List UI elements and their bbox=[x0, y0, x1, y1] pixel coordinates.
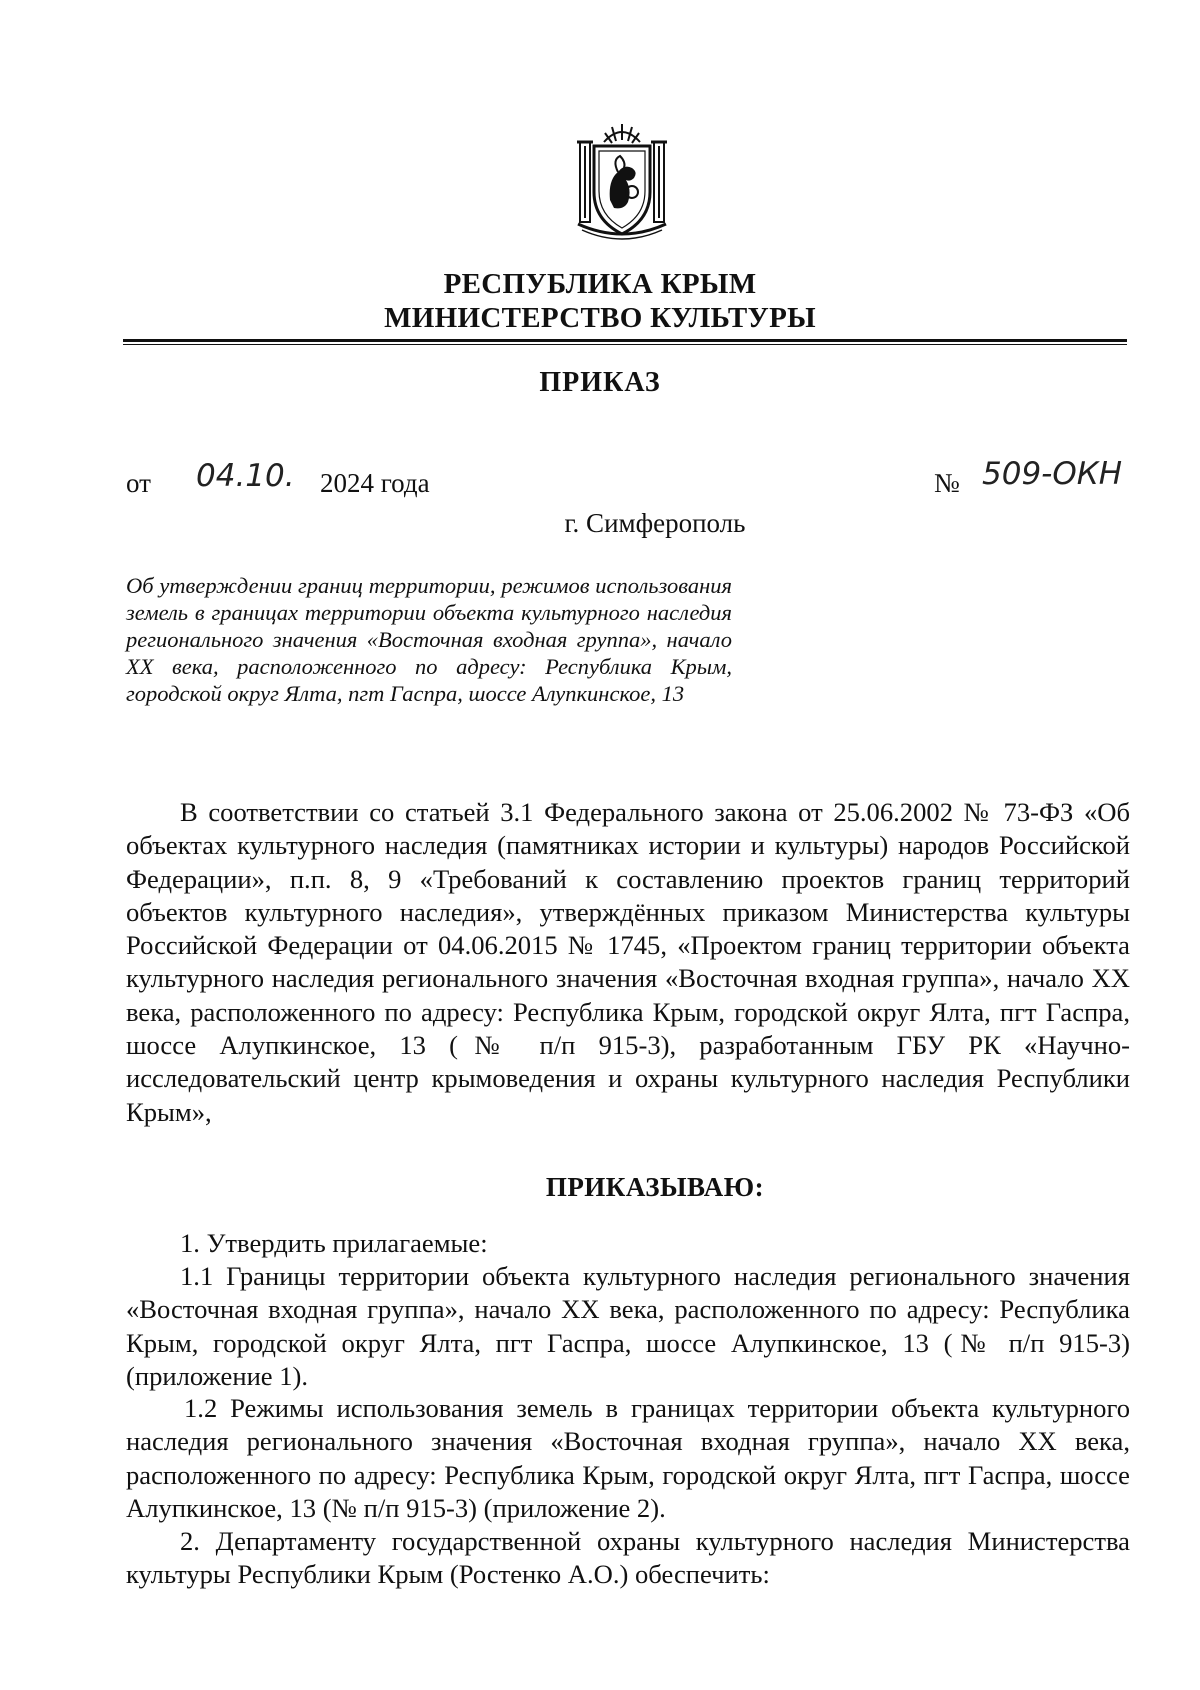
ministry-name: МИНИСТЕРСТВО КУЛЬТУРЫ bbox=[384, 302, 816, 334]
republic-name: РЕСПУБЛИКА КРЫМ bbox=[443, 268, 757, 300]
number-label: № bbox=[934, 468, 960, 498]
handwritten-date: 04.10. bbox=[196, 458, 295, 494]
document-type: ПРИКАЗ bbox=[539, 367, 661, 398]
header-rule-thin bbox=[123, 344, 1127, 345]
order-item-1-1: 1.1 Границы территории объекта культурного наследия регионального значения «Восточная входная группа», начало XX века, расположенного по адресу: Республика Крым, городской округ Ялта, пгт Гаспра, шоссе Алупкинское, 13 (№ п/п 915-3) (приложение 1). bbox=[126, 1261, 1130, 1391]
handwritten-number: 509-ОКН bbox=[982, 456, 1123, 492]
document-subject: Об утверждении границ территории, режимов использования земель в границах территории объекта культурного наследия регионального значения «Восточная входная группа», начало XX века, расположенного по адресу: Республика Крым, городской округ Ялта, пгт Гаспра, шоссе Алупкинское, 13 bbox=[126, 573, 732, 706]
decree-heading: ПРИКАЗЫВАЮ: bbox=[545, 1172, 765, 1202]
city: г. Симферополь bbox=[564, 508, 746, 538]
date-prefix: от bbox=[126, 468, 151, 498]
header-rule-thick bbox=[123, 339, 1127, 342]
date-year: 2024 года bbox=[320, 468, 430, 498]
preamble-paragraph: В соответствии со статьей 3.1 Федерального закона от 25.06.2002 № 73-ФЗ «Об объектах культурного наследия (памятниках истории и культуры) народов Российской Федерации», п.п. 8, 9 «Требований к составлению проектов границ территорий объектов культурного наследия», утверждённых приказом Министерства культуры Российской Федерации от 04.06.2015 № 1745, «Проектом границ территории объекта культурного наследия регионального значения «Восточная входная группа», начало XX века, расположенного по адресу: Республика Крым, городской округ Ялта, пгт Гаспра, шоссе Алупкинское, 13 (№ п/п 915-3), разработанным ГБУ РК «Научно-исследовательский центр крымоведения и охраны культурного наследия Республики Крым», bbox=[126, 797, 1130, 1127]
order-item-1: 1. Утвердить прилагаемые: bbox=[180, 1228, 488, 1258]
coat-of-arms-icon bbox=[574, 120, 670, 244]
order-item-2: 2. Департаменту государственной охраны культурного наследия Министерства культуры Республики Крым (Ростенко А.О.) обеспечить: bbox=[126, 1526, 1130, 1590]
order-item-1-2: 1.2 Режимы использования земель в границах территории объекта культурного наследия регионального значения «Восточная входная группа», начало XX века, расположенного по адресу: Республика Крым, городской округ Ялта, пгт Гаспра, шоссе Алупкинское, 13 (№ п/п 915-3) (приложение 2). bbox=[126, 1393, 1130, 1523]
